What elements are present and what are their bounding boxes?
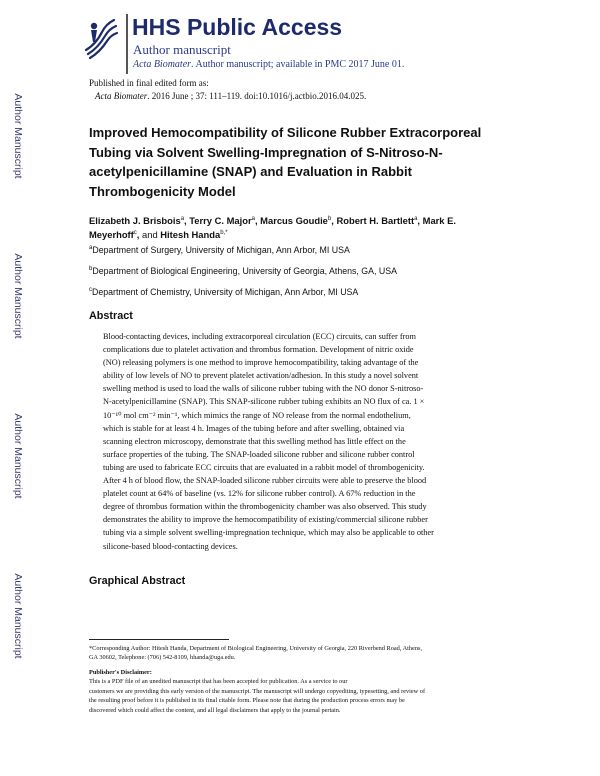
abstract-line: swelling method is used to load the walls of silicone rubber tubing with the NO donor S-nitroso- (103, 384, 424, 394)
abstract-line: scanning electron microscopy, demonstrate that this swelling method has little effect on the (103, 436, 406, 446)
abstract-line: degree of thrombus formation within the thrombogenicity chamber was also observed. This study (103, 502, 427, 512)
title-line: Tubing via Solvent Swelling-Impregnation of S-Nitroso-N- (89, 144, 443, 160)
side-label-author-manuscript: Author Manuscript (12, 253, 24, 339)
author-name: Robert H. Bartlett (336, 215, 415, 227)
abstract-line: surface properties of the tubing. The SNAP-loaded silicone rubber and silicone rubber control (103, 449, 415, 459)
abstract-line: N-acetylpenicillamine (SNAP). This SNAP-silicone rubber tubing exhibits an NO flux of ca. 1 × (103, 397, 425, 407)
hhs-public-access-title: HHS Public Access (132, 14, 343, 40)
author-name: Hitesh Handa (160, 229, 221, 241)
abstract-line: ability of low levels of NO to prevent platelet activation/adhesion. In this study a novel solvent (103, 371, 419, 381)
title-line: Thrombogenicity Model (89, 183, 236, 199)
author-name: Meyerhoff (89, 229, 134, 241)
abstract-line: silicone-based blood-contacting devices. (103, 541, 238, 551)
title-line: acetylpenicillamine (SNAP) and Evaluation in Rabbit (89, 164, 412, 179)
availability-text: . Author manuscript; available in PMC 2017 June 01. (191, 59, 405, 70)
abstract-line: complications due to platelet activation and thrombus formation. Development of nitric oxide (103, 345, 414, 355)
abstract-line: tubing are used to fabricate ECC circuits that are evaluated in a rabbit model of thrombogenicity. (103, 462, 425, 472)
author-manuscript-label: Author manuscript (133, 42, 231, 57)
affiliation: $^c$Department of Chemistry, University of Michigan, Ann Arbor, MI USA (89, 287, 359, 297)
citation (95, 91, 366, 101)
abstract-line: After 4 h of blood flow, the SNAP-loaded silicone rubber circuits were able to preserve the blood (103, 476, 427, 486)
citation-journal: Acta Biomater (95, 91, 148, 101)
hhs-eagle-icon (82, 14, 120, 62)
author-name: Elizabeth J. Brisbois (89, 215, 181, 227)
abstract-line: demonstrates the ability to improve the hemocompatibility of existing/commercial silicone rubber (103, 515, 428, 525)
side-label-author-manuscript: Author Manuscript (12, 93, 24, 179)
author-list: Elizabeth J. Brisbois$^a$, Terry C. Major$^a$, Marcus Goudie$^b$, Robert H. Bartlett$^a$, Mark E. Meyerhoff$^c$, and Hitesh Handa$^{b,*}$ (89, 215, 456, 241)
abstract-line: 10⁻¹⁰ mol cm⁻² min⁻¹, which mimics the range of NO release from the normal endothelium, (103, 410, 411, 420)
abstract-line: Blood-contacting devices, including extracorporeal circulation (ECC) circuits, can suffer from (103, 332, 416, 341)
affiliation: $^b$Department of Biological Engineering, University of Georgia, Athens, GA, USA (89, 266, 397, 276)
side-label-author-manuscript: Author Manuscript (12, 573, 24, 659)
abstract-body (103, 330, 523, 553)
footnote-divider (89, 639, 229, 640)
graphical-abstract-heading: Graphical Abstract (89, 575, 186, 587)
publisher-disclaimer: Publisher's Disclaimer: This is a PDF file of an unedited manuscript that has been accepted for publication. As a service to our customers we are providing this early version of the manuscript. The manuscript will undergo copyediting, typesetting, and review of the resulting proof before it is published in its final citable form. Please note that during the production process errors may be discovered which could affect the content, and all legal disclaimers that apply to the journal pertain. (89, 668, 529, 715)
abstract-line: tubing via a simple solvent swelling-impregnation technique, which may also be applicable to other (103, 528, 434, 538)
citation-details: . 2016 June ; 37: 111–119. doi:10.1016/j.actbio.2016.04.025. (147, 91, 367, 101)
journal-name: Acta Biomater (133, 59, 192, 70)
published-in-label: Published in final edited form as: (89, 78, 209, 88)
availability-line (133, 59, 404, 70)
author-name: Marcus Goudie (260, 215, 328, 227)
corresponding-author-note: *Corresponding Author: Hitesh Handa, Department of Biological Engineering, University of Georgia, 220 Riverbend Road, Athens, GA 30602, Telephone: (706) 542-8109, hhanda@uga.edu. (89, 645, 423, 662)
side-labels (0, 0, 40, 776)
author-name: Mark E. (422, 215, 456, 227)
header-divider (126, 14, 128, 74)
abstract-line: (NO) releasing polymers is one method to improve hemocompatibility, taking advantage of the (103, 358, 419, 368)
abstract-line: which is stable for at least 4 h. Images of the tubing before and after swelling, obtained via (103, 423, 405, 433)
paper-title (89, 123, 529, 201)
author-name: Terry C. Major (189, 215, 252, 227)
disclaimer-label: Publisher's Disclaimer: (89, 669, 152, 676)
abstract-line: platelet count at 64% of baseline (vs. 12% for silicone rubber control). A 67% reduction in the (103, 489, 416, 499)
affiliation: $^a$Department of Surgery, University of Michigan, Ann Arbor, MI USA (89, 245, 350, 255)
abstract-heading: Abstract (89, 310, 133, 322)
title-line: Improved Hemocompatibility of Silicone Rubber Extracorporeal (89, 125, 482, 140)
side-label-author-manuscript: Author Manuscript (12, 413, 24, 499)
